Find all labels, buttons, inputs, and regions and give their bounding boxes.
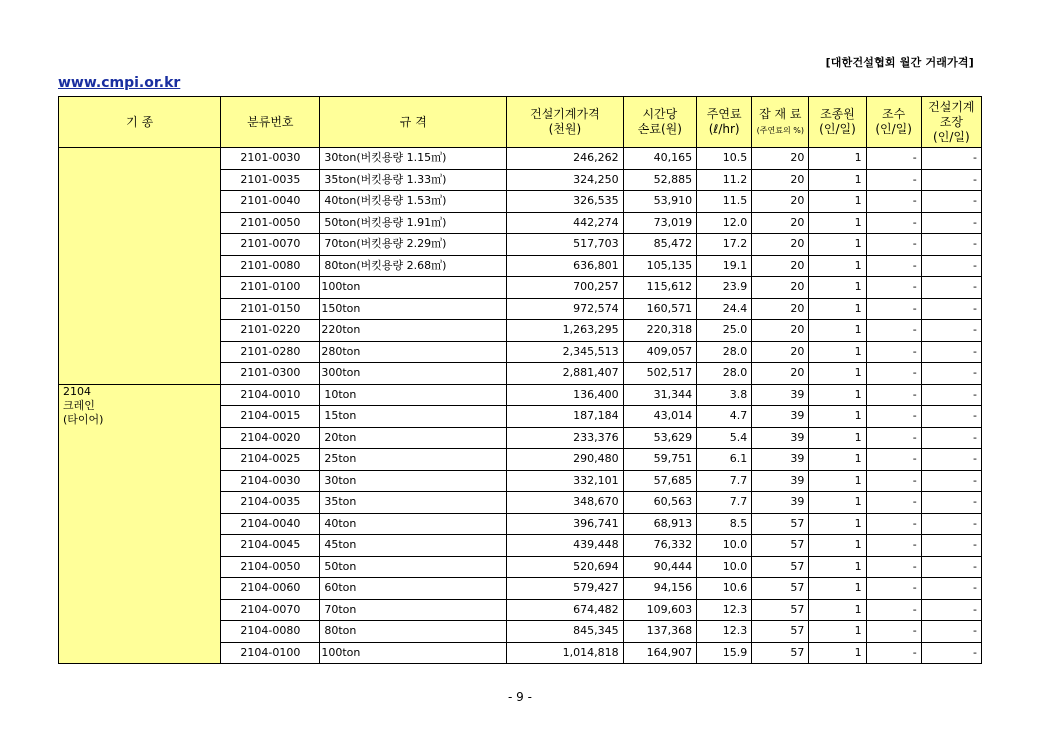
cell-fuel: 15.9 xyxy=(697,642,752,664)
cell-code: 2104-0080 xyxy=(221,621,320,643)
cell-spec: 50ton xyxy=(320,556,507,578)
cell-code: 2101-0040 xyxy=(221,191,320,213)
cell-price: 520,694 xyxy=(507,556,623,578)
cell-operator: 1 xyxy=(809,212,866,234)
cell-price: 439,448 xyxy=(507,535,623,557)
col-fuel-header: 주연료 (ℓ/hr) xyxy=(697,97,752,148)
cell-assistant: - xyxy=(866,191,921,213)
cell-fuel: 8.5 xyxy=(697,513,752,535)
cell-assistant: - xyxy=(866,427,921,449)
cell-assistant: - xyxy=(866,255,921,277)
cell-mechanic: - xyxy=(921,341,981,363)
cell-fuel: 12.3 xyxy=(697,599,752,621)
cell-misc-material: 20 xyxy=(752,169,809,191)
cell-spec: 100ton xyxy=(320,277,507,299)
cell-price: 1,263,295 xyxy=(507,320,623,342)
cell-price: 845,345 xyxy=(507,621,623,643)
cell-spec: 60ton xyxy=(320,578,507,600)
cell-fuel: 23.9 xyxy=(697,277,752,299)
cell-price: 2,345,513 xyxy=(507,341,623,363)
cell-misc-material: 57 xyxy=(752,513,809,535)
cell-hourly-loss: 31,344 xyxy=(623,384,697,406)
cell-misc-material: 20 xyxy=(752,191,809,213)
cell-code: 2104-0060 xyxy=(221,578,320,600)
cell-hourly-loss: 40,165 xyxy=(623,148,697,170)
cell-hourly-loss: 43,014 xyxy=(623,406,697,428)
cell-mechanic: - xyxy=(921,621,981,643)
cell-spec: 100ton xyxy=(320,642,507,664)
cell-mechanic: - xyxy=(921,148,981,170)
cell-operator: 1 xyxy=(809,191,866,213)
cell-fuel: 11.5 xyxy=(697,191,752,213)
cell-assistant: - xyxy=(866,492,921,514)
cell-fuel: 4.7 xyxy=(697,406,752,428)
cell-assistant: - xyxy=(866,642,921,664)
cell-code: 2104-0030 xyxy=(221,470,320,492)
cell-operator: 1 xyxy=(809,406,866,428)
cell-hourly-loss: 85,472 xyxy=(623,234,697,256)
cell-spec: 10ton xyxy=(320,384,507,406)
table-header-row xyxy=(59,97,982,148)
cell-fuel: 17.2 xyxy=(697,234,752,256)
cell-assistant: - xyxy=(866,513,921,535)
cell-operator: 1 xyxy=(809,298,866,320)
cell-mechanic: - xyxy=(921,470,981,492)
cell-hourly-loss: 53,629 xyxy=(623,427,697,449)
cell-code: 2104-0050 xyxy=(221,556,320,578)
cell-hourly-loss: 409,057 xyxy=(623,341,697,363)
cell-price: 636,801 xyxy=(507,255,623,277)
cell-spec: 220ton xyxy=(320,320,507,342)
cell-misc-material: 20 xyxy=(752,212,809,234)
cell-assistant: - xyxy=(866,320,921,342)
cell-price: 136,400 xyxy=(507,384,623,406)
page-number: - 9 - xyxy=(508,690,532,704)
cell-fuel: 7.7 xyxy=(697,470,752,492)
cell-spec: 70ton xyxy=(320,599,507,621)
source-label: [대한건설협회 월간 거래가격] xyxy=(825,56,974,69)
cell-hourly-loss: 60,563 xyxy=(623,492,697,514)
cell-assistant: - xyxy=(866,578,921,600)
cell-code: 2101-0300 xyxy=(221,363,320,385)
cell-operator: 1 xyxy=(809,513,866,535)
cell-operator: 1 xyxy=(809,148,866,170)
cell-spec: 280ton xyxy=(320,341,507,363)
cell-operator: 1 xyxy=(809,234,866,256)
cell-misc-material: 39 xyxy=(752,384,809,406)
cell-spec: 80ton xyxy=(320,621,507,643)
cell-assistant: - xyxy=(866,470,921,492)
cell-fuel: 3.8 xyxy=(697,384,752,406)
cell-spec: 15ton xyxy=(320,406,507,428)
cell-misc-material: 57 xyxy=(752,578,809,600)
cell-hourly-loss: 76,332 xyxy=(623,535,697,557)
kind-line: 2104 xyxy=(63,384,91,398)
cell-assistant: - xyxy=(866,277,921,299)
cell-misc-material: 20 xyxy=(752,363,809,385)
cell-price: 972,574 xyxy=(507,298,623,320)
cell-hourly-loss: 105,135 xyxy=(623,255,697,277)
cell-assistant: - xyxy=(866,599,921,621)
cell-fuel: 10.0 xyxy=(697,556,752,578)
cell-assistant: - xyxy=(866,384,921,406)
cell-misc-material: 39 xyxy=(752,492,809,514)
cell-spec: 45ton xyxy=(320,535,507,557)
cell-price: 332,101 xyxy=(507,470,623,492)
cell-misc-material: 20 xyxy=(752,277,809,299)
cell-price: 2,881,407 xyxy=(507,363,623,385)
col-loss-header: 시간당 손료(원) xyxy=(623,97,697,148)
cell-price: 246,262 xyxy=(507,148,623,170)
cell-mechanic: - xyxy=(921,298,981,320)
cell-operator: 1 xyxy=(809,320,866,342)
cell-fuel: 24.4 xyxy=(697,298,752,320)
col-spec-header: 규 격 xyxy=(320,97,507,148)
cell-code: 2104-0035 xyxy=(221,492,320,514)
cell-fuel: 28.0 xyxy=(697,341,752,363)
cell-code: 2104-0015 xyxy=(221,406,320,428)
cell-misc-material: 20 xyxy=(752,341,809,363)
cell-price: 324,250 xyxy=(507,169,623,191)
cell-mechanic: - xyxy=(921,535,981,557)
cell-spec: 40ton(버킷용량 1.53㎥) xyxy=(320,191,507,213)
cell-fuel: 5.4 xyxy=(697,427,752,449)
cell-code: 2101-0280 xyxy=(221,341,320,363)
cell-misc-material: 57 xyxy=(752,556,809,578)
cell-code: 2104-0010 xyxy=(221,384,320,406)
cell-operator: 1 xyxy=(809,621,866,643)
cell-operator: 1 xyxy=(809,427,866,449)
cell-hourly-loss: 90,444 xyxy=(623,556,697,578)
cell-operator: 1 xyxy=(809,642,866,664)
cell-spec: 35ton(버킷용량 1.33㎥) xyxy=(320,169,507,191)
cell-hourly-loss: 52,885 xyxy=(623,169,697,191)
cell-hourly-loss: 502,517 xyxy=(623,363,697,385)
cell-code: 2101-0030 xyxy=(221,148,320,170)
cell-mechanic: - xyxy=(921,578,981,600)
cell-fuel: 25.0 xyxy=(697,320,752,342)
cell-code: 2101-0050 xyxy=(221,212,320,234)
cell-spec: 50ton(버킷용량 1.91㎥) xyxy=(320,212,507,234)
cell-misc-material: 57 xyxy=(752,642,809,664)
cell-operator: 1 xyxy=(809,277,866,299)
cell-mechanic: - xyxy=(921,384,981,406)
cell-hourly-loss: 160,571 xyxy=(623,298,697,320)
cell-hourly-loss: 115,612 xyxy=(623,277,697,299)
table-row xyxy=(59,148,982,170)
col-kind-header: 기 종 xyxy=(59,97,221,148)
cell-misc-material: 57 xyxy=(752,599,809,621)
cell-operator: 1 xyxy=(809,169,866,191)
cell-fuel: 10.0 xyxy=(697,535,752,557)
cell-fuel: 10.5 xyxy=(697,148,752,170)
cell-mechanic: - xyxy=(921,277,981,299)
cell-price: 700,257 xyxy=(507,277,623,299)
cell-spec: 30ton(버킷용량 1.15㎥) xyxy=(320,148,507,170)
col-operator-header: 조종원 (인/일) xyxy=(809,97,866,148)
cell-mechanic: - xyxy=(921,191,981,213)
cell-operator: 1 xyxy=(809,341,866,363)
cell-mechanic: - xyxy=(921,449,981,471)
cell-hourly-loss: 73,019 xyxy=(623,212,697,234)
cell-mechanic: - xyxy=(921,427,981,449)
col-mechanic-header: 건설기계 조장 (인/일) xyxy=(921,97,981,148)
cell-mechanic: - xyxy=(921,406,981,428)
cell-misc-material: 20 xyxy=(752,320,809,342)
cell-mechanic: - xyxy=(921,599,981,621)
cell-assistant: - xyxy=(866,341,921,363)
cell-assistant: - xyxy=(866,556,921,578)
cell-code: 2101-0220 xyxy=(221,320,320,342)
cell-misc-material: 39 xyxy=(752,406,809,428)
cell-assistant: - xyxy=(866,212,921,234)
cell-assistant: - xyxy=(866,234,921,256)
cell-assistant: - xyxy=(866,148,921,170)
kind-line: 크레인 xyxy=(63,398,95,412)
cell-operator: 1 xyxy=(809,578,866,600)
cell-mechanic: - xyxy=(921,320,981,342)
cell-assistant: - xyxy=(866,406,921,428)
cell-mechanic: - xyxy=(921,492,981,514)
cell-hourly-loss: 94,156 xyxy=(623,578,697,600)
cell-misc-material: 20 xyxy=(752,298,809,320)
cell-operator: 1 xyxy=(809,449,866,471)
cell-kind xyxy=(59,384,221,664)
cell-hourly-loss: 59,751 xyxy=(623,449,697,471)
cell-hourly-loss: 68,913 xyxy=(623,513,697,535)
cell-fuel: 19.1 xyxy=(697,255,752,277)
cell-hourly-loss: 137,368 xyxy=(623,621,697,643)
cell-spec: 150ton xyxy=(320,298,507,320)
cell-code: 2101-0080 xyxy=(221,255,320,277)
cell-fuel: 6.1 xyxy=(697,449,752,471)
cell-misc-material: 20 xyxy=(752,234,809,256)
cell-price: 326,535 xyxy=(507,191,623,213)
cell-code: 2104-0025 xyxy=(221,449,320,471)
cell-spec: 20ton xyxy=(320,427,507,449)
cell-code: 2101-0035 xyxy=(221,169,320,191)
cell-operator: 1 xyxy=(809,535,866,557)
cell-code: 2104-0040 xyxy=(221,513,320,535)
cell-misc-material: 20 xyxy=(752,148,809,170)
cell-mechanic: - xyxy=(921,212,981,234)
cell-assistant: - xyxy=(866,449,921,471)
cell-code: 2104-0100 xyxy=(221,642,320,664)
kind-line: (타이어) xyxy=(63,412,104,426)
cell-misc-material: 57 xyxy=(752,621,809,643)
cell-fuel: 28.0 xyxy=(697,363,752,385)
cell-hourly-loss: 220,318 xyxy=(623,320,697,342)
cell-assistant: - xyxy=(866,621,921,643)
cell-spec: 80ton(버킷용량 2.68㎥) xyxy=(320,255,507,277)
cell-spec: 40ton xyxy=(320,513,507,535)
cell-price: 290,480 xyxy=(507,449,623,471)
cell-misc-material: 39 xyxy=(752,470,809,492)
col-assistant-header: 조수 (인/일) xyxy=(866,97,921,148)
table-row xyxy=(59,384,982,406)
cell-spec: 30ton xyxy=(320,470,507,492)
col-code-header: 분류번호 xyxy=(221,97,320,148)
col-misc-header: 잡 재 료 (주연료의 %) xyxy=(752,97,809,148)
cell-operator: 1 xyxy=(809,363,866,385)
cell-operator: 1 xyxy=(809,255,866,277)
cell-mechanic: - xyxy=(921,513,981,535)
cell-assistant: - xyxy=(866,169,921,191)
cell-operator: 1 xyxy=(809,384,866,406)
cell-price: 442,274 xyxy=(507,212,623,234)
cell-mechanic: - xyxy=(921,255,981,277)
cell-code: 2101-0100 xyxy=(221,277,320,299)
cell-spec: 25ton xyxy=(320,449,507,471)
cell-fuel: 10.6 xyxy=(697,578,752,600)
cell-price: 674,482 xyxy=(507,599,623,621)
cell-price: 348,670 xyxy=(507,492,623,514)
table-body xyxy=(59,148,982,664)
cell-mechanic: - xyxy=(921,169,981,191)
cell-hourly-loss: 53,910 xyxy=(623,191,697,213)
cell-operator: 1 xyxy=(809,470,866,492)
cell-fuel: 12.3 xyxy=(697,621,752,643)
cell-price: 233,376 xyxy=(507,427,623,449)
cell-misc-material: 20 xyxy=(752,255,809,277)
cell-price: 396,741 xyxy=(507,513,623,535)
cell-code: 2104-0070 xyxy=(221,599,320,621)
cell-hourly-loss: 57,685 xyxy=(623,470,697,492)
cell-kind xyxy=(59,148,221,385)
cell-fuel: 7.7 xyxy=(697,492,752,514)
cell-assistant: - xyxy=(866,363,921,385)
cell-hourly-loss: 109,603 xyxy=(623,599,697,621)
website-link[interactable]: www.cmpi.or.kr xyxy=(58,75,181,91)
cell-code: 2104-0020 xyxy=(221,427,320,449)
cell-spec: 35ton xyxy=(320,492,507,514)
cell-fuel: 12.0 xyxy=(697,212,752,234)
cell-spec: 300ton xyxy=(320,363,507,385)
cell-operator: 1 xyxy=(809,556,866,578)
cell-mechanic: - xyxy=(921,642,981,664)
cell-misc-material: 39 xyxy=(752,449,809,471)
cell-assistant: - xyxy=(866,298,921,320)
cell-price: 517,703 xyxy=(507,234,623,256)
cell-spec: 70ton(버킷용량 2.29㎥) xyxy=(320,234,507,256)
cell-assistant: - xyxy=(866,535,921,557)
cell-mechanic: - xyxy=(921,363,981,385)
cell-misc-material: 57 xyxy=(752,535,809,557)
cell-price: 187,184 xyxy=(507,406,623,428)
cell-code: 2104-0045 xyxy=(221,535,320,557)
cell-price: 579,427 xyxy=(507,578,623,600)
cell-misc-material: 39 xyxy=(752,427,809,449)
cell-operator: 1 xyxy=(809,492,866,514)
cell-mechanic: - xyxy=(921,234,981,256)
cell-price: 1,014,818 xyxy=(507,642,623,664)
cell-operator: 1 xyxy=(809,599,866,621)
price-table xyxy=(58,96,982,664)
cell-code: 2101-0070 xyxy=(221,234,320,256)
cell-hourly-loss: 164,907 xyxy=(623,642,697,664)
cell-mechanic: - xyxy=(921,556,981,578)
cell-code: 2101-0150 xyxy=(221,298,320,320)
cell-fuel: 11.2 xyxy=(697,169,752,191)
col-price-header: 건설기계가격 (천원) xyxy=(507,97,623,148)
